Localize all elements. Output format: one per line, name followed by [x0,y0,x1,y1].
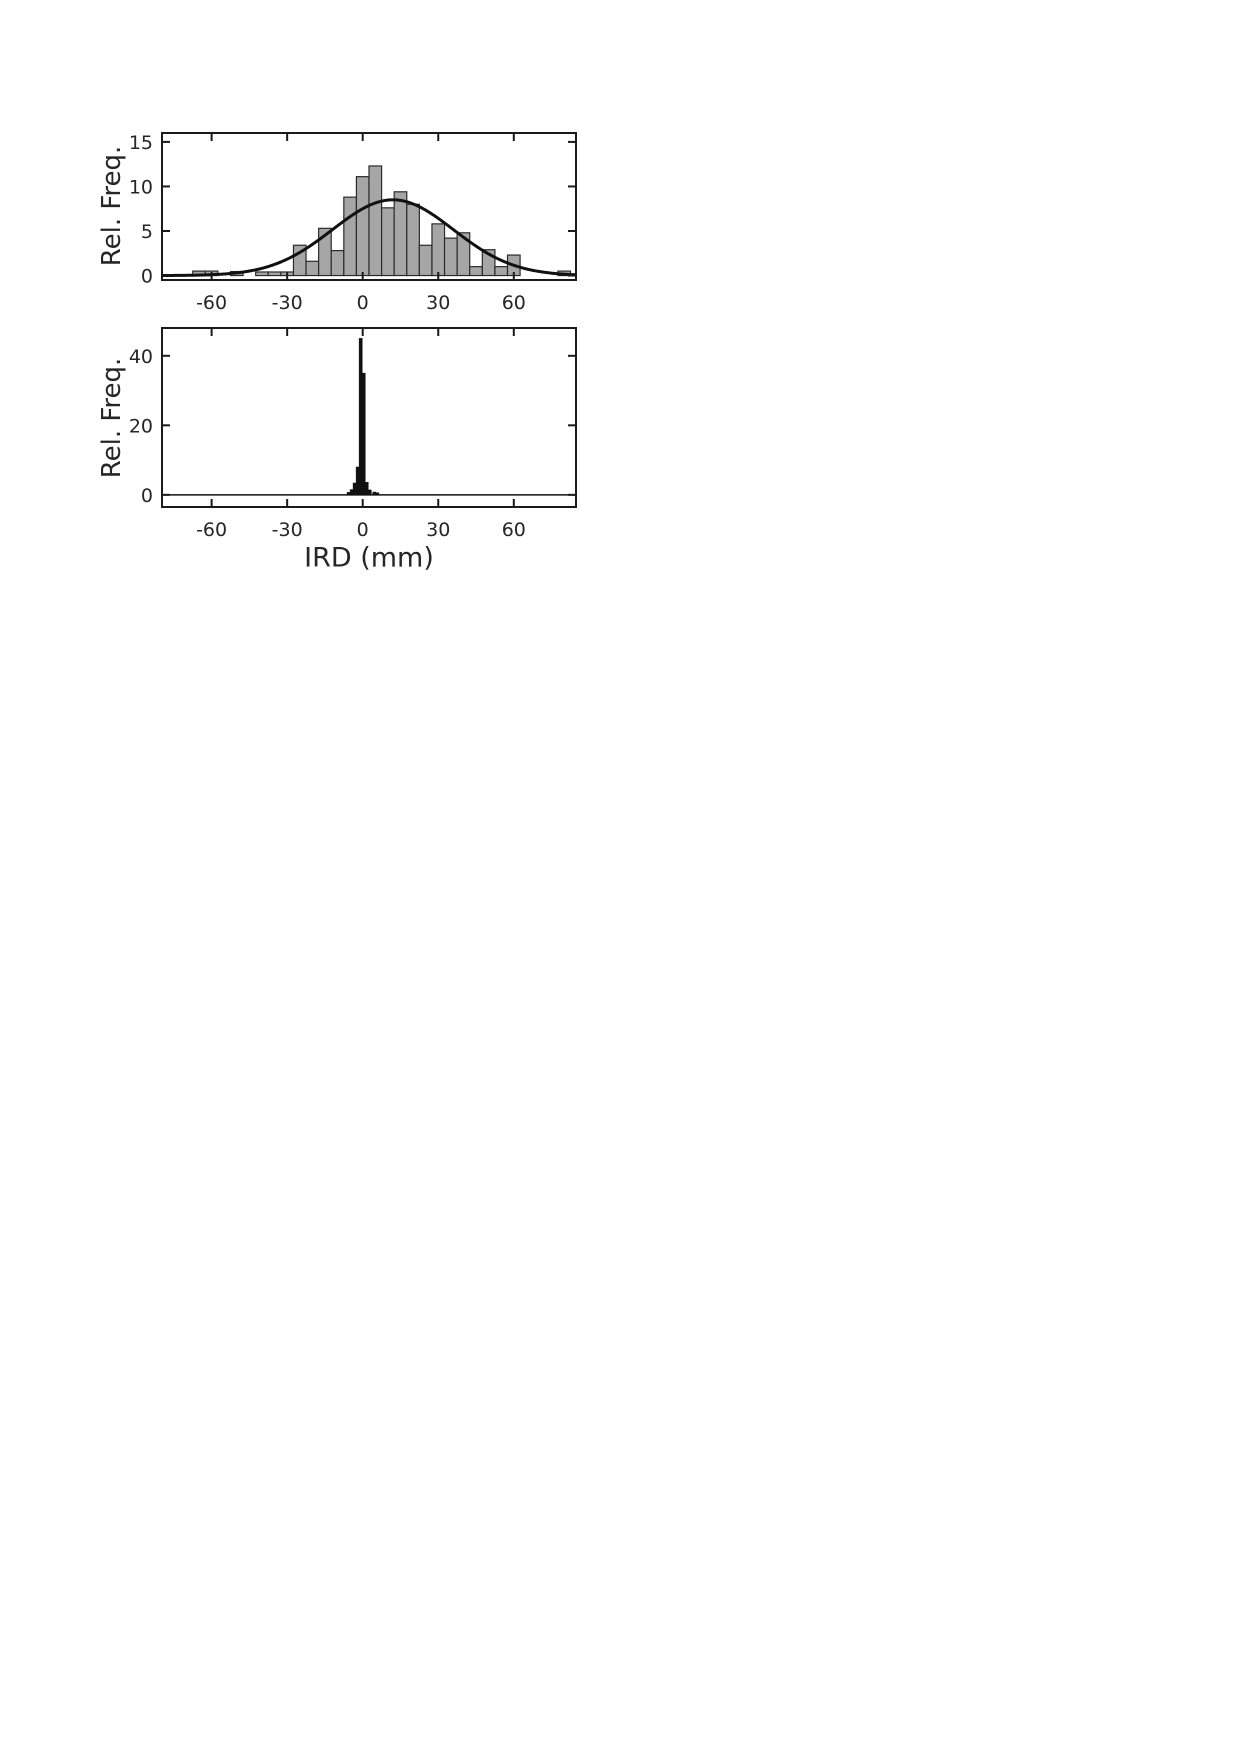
histogram-bar [470,267,483,276]
histogram-bar [344,197,357,275]
histogram-bar [306,261,319,275]
x-tick-label: 60 [501,292,526,314]
y-tick-label: 20 [128,415,153,438]
y-tick-label: 15 [128,131,153,154]
y-tick-label: 0 [140,484,153,507]
histogram-bar [376,493,379,495]
histogram-bar [268,272,281,276]
top-y-axis-label: Rel. Freq. [97,145,127,267]
histogram-bar [362,373,365,495]
histogram-bar [356,177,369,276]
y-tick-label: 40 [128,345,153,368]
subplot-top [129,132,576,314]
histogram-bar [368,490,371,495]
x-tick-label: 30 [426,519,451,541]
histogram-bar [356,467,359,495]
histogram-bar [353,483,356,495]
axes-box [162,328,576,507]
histogram-bar [350,490,353,495]
histogram-bar [347,492,350,494]
histogram-bar [419,245,432,275]
histogram-bar [407,204,420,275]
x-tick-label: 60 [501,519,526,541]
histogram-bar [382,208,395,276]
histogram-bar [369,166,382,276]
histogram-bar [495,267,508,276]
x-tick-label: -30 [271,292,303,314]
y-tick-label: 10 [128,176,153,199]
histogram-bar [331,251,344,276]
histogram-bar [365,482,368,495]
histogram-bar [256,272,269,276]
histogram-bar [394,192,407,276]
histogram-bar [445,238,458,275]
y-tick-label: 0 [140,265,153,288]
histogram-bar [432,224,445,276]
x-tick-label: 0 [356,519,369,541]
x-axis-label: IRD (mm) [304,542,434,574]
x-tick-label: -60 [196,519,228,541]
bottom-y-axis-label: Rel. Freq. [97,357,127,479]
x-tick-label: 0 [356,292,369,314]
histogram-bar [373,492,376,495]
x-tick-label: 30 [426,292,451,314]
x-tick-label: -60 [196,292,228,314]
histogram-bar [359,338,362,494]
subplot-bottom [129,328,576,541]
y-tick-label: 5 [140,221,153,243]
x-tick-label: -30 [271,519,303,541]
